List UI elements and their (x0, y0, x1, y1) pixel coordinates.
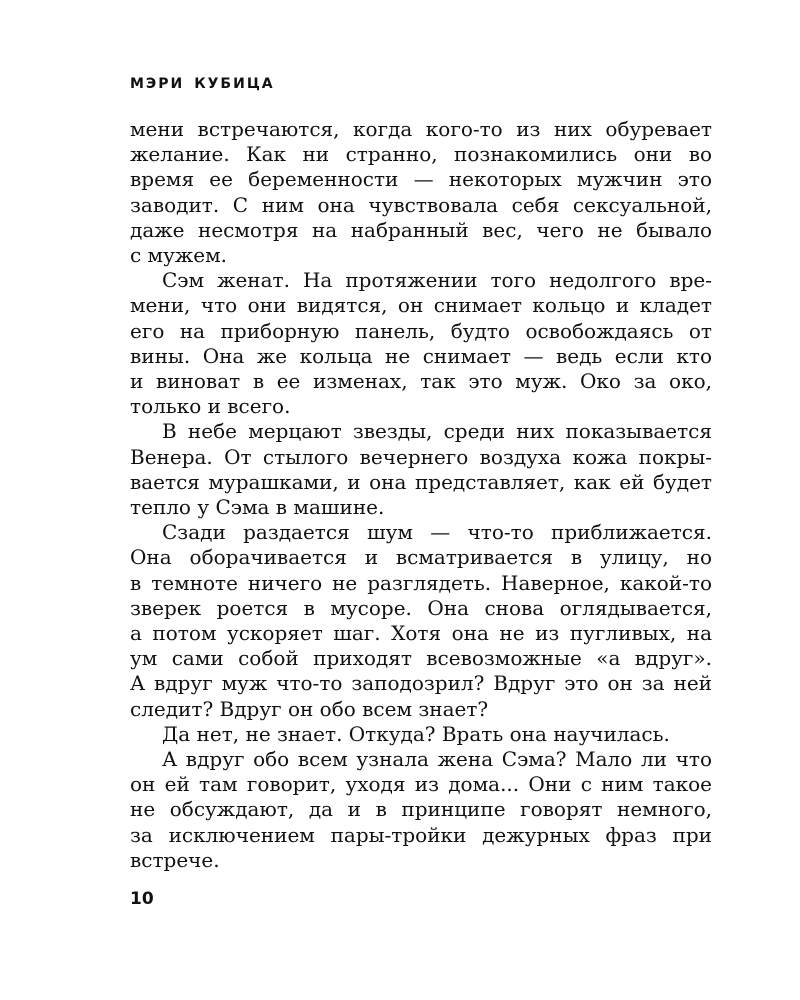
paragraph (130, 419, 712, 520)
text-line: он ей там говорит, уходя из дома... Они с ним такое (130, 772, 712, 797)
text-line: Сзади раздается шум — что-то приближается. (162, 520, 712, 545)
running-head (130, 76, 275, 92)
text-line: А вдруг обо всем узнала жена Сэма? Мало ли что (162, 747, 712, 772)
paragraph (130, 520, 712, 722)
page-number: 10 (130, 889, 154, 909)
text-line: и виноват в ее изменах, так это муж. Око за око, (130, 369, 712, 394)
text-line: ум сами собой приходят всевозможные «а вдруг». (130, 646, 712, 671)
text-line: его на приборную панель, будто освобождаясь от (130, 318, 712, 343)
text-line: вины. Она же кольца не снимает — ведь если кто (130, 343, 712, 368)
running-head-author-last: КУБИЦА (194, 76, 275, 92)
text-line: время ее беременности — некоторых мужчин это (130, 167, 712, 192)
paragraph (130, 747, 712, 873)
text-line: только и всего. (130, 394, 291, 419)
paragraph (130, 117, 712, 268)
text-line: Да нет, не знает. Откуда? Врать она научилась. (162, 721, 670, 746)
text-line: желание. Как ни странно, познакомились они во (130, 142, 712, 167)
text-line: Венера. От стылого вечернего воздуха кожа покры- (130, 444, 712, 469)
text-line: даже несмотря на набранный вес, чего не бывало (130, 217, 712, 242)
text-line: следит? Вдруг он обо всем знает? (130, 696, 489, 721)
text-line: Сэм женат. На протяжении того недолгого вре- (162, 268, 712, 293)
text-line: зверек роется в мусоре. Она снова оглядывается, (130, 595, 712, 620)
paragraph (130, 268, 712, 419)
text-line: за исключением пары-тройки дежурных фраз при (130, 822, 712, 847)
text-line: В небе мерцают звезды, среди них показывается (162, 419, 712, 444)
paragraph (130, 722, 712, 747)
text-line: вается мурашками, и она представляет, как ей будет (130, 469, 712, 494)
text-line: А вдруг муж что-то заподозрил? Вдруг это он за ней (130, 671, 712, 696)
text-line: тепло у Сэма в машине. (130, 495, 385, 520)
text-line: а потом ускоряет шаг. Хотя она не из пугливых, на (130, 621, 712, 646)
text-line: встрече. (130, 847, 220, 872)
body-text (130, 117, 712, 873)
text-line: Она оборачивается и всматривается в улицу, но (130, 545, 712, 570)
text-line: мени, что они видятся, он снимает кольцо и кладет (130, 293, 712, 318)
text-line: не обсуждают, да и в принципе говорят немного, (130, 797, 712, 822)
text-line: мени встречаются, когда кого-то из них обуревает (130, 117, 712, 141)
text-line: заводит. С ним она чувствовала себя сексуальной, (130, 192, 712, 217)
text-line: в темноте ничего не разглядеть. Наверное, какой-то (130, 570, 712, 595)
running-head-author-first: МЭРИ (130, 76, 185, 92)
text-line: с мужем. (130, 243, 228, 268)
